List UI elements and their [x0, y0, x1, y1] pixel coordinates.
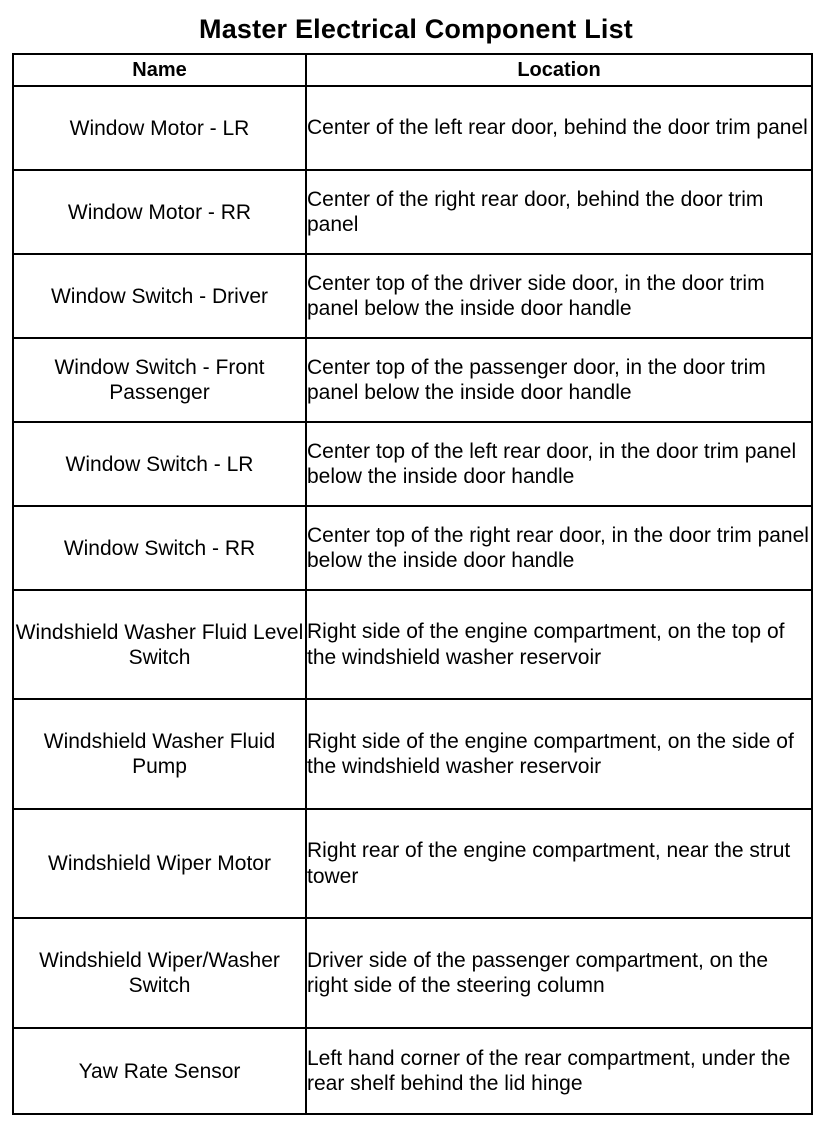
component-name: Window Switch - LR — [13, 422, 306, 506]
component-name: Yaw Rate Sensor — [13, 1028, 306, 1114]
table-row — [13, 338, 812, 422]
component-location: Center of the left rear door, behind the door trim panel — [306, 86, 812, 170]
column-header-location: Location — [306, 54, 812, 86]
component-name: Windshield Wiper/Washer Switch — [13, 918, 306, 1028]
table-row — [13, 170, 812, 254]
component-location: Center top of the right rear door, in the door trim panel below the inside door handle — [306, 506, 812, 590]
component-location: Center top of the driver side door, in the door trim panel below the inside door handle — [306, 254, 812, 338]
component-location: Left hand corner of the rear compartment, under the rear shelf behind the lid hinge — [306, 1028, 812, 1114]
table-header-row — [13, 54, 812, 86]
component-location: Center top of the left rear door, in the door trim panel below the inside door handle — [306, 422, 812, 506]
table-row — [13, 254, 812, 338]
component-location: Right side of the engine compartment, on the top of the windshield washer reservoir — [306, 590, 812, 699]
component-name: Window Motor - LR — [13, 86, 306, 170]
component-location: Right side of the engine compartment, on the side of the windshield washer reservoir — [306, 699, 812, 809]
component-name: Window Switch - RR — [13, 506, 306, 590]
component-location: Center of the right rear door, behind the door trim panel — [306, 170, 812, 254]
table-row — [13, 699, 812, 809]
component-location: Driver side of the passenger compartment, on the right side of the steering column — [306, 918, 812, 1028]
table-row — [13, 809, 812, 918]
table-row — [13, 1028, 812, 1114]
table-row — [13, 86, 812, 170]
component-name: Windshield Wiper Motor — [13, 809, 306, 918]
page-title: Master Electrical Component List — [199, 14, 633, 44]
component-name: Window Switch - Front Passenger — [13, 338, 306, 422]
table-row — [13, 918, 812, 1028]
component-location: Center top of the passenger door, in the door trim panel below the inside door handle — [306, 338, 812, 422]
component-name: Window Motor - RR — [13, 170, 306, 254]
component-location: Right rear of the engine compartment, near the strut tower — [306, 809, 812, 918]
table-row — [13, 590, 812, 699]
column-header-name: Name — [13, 54, 306, 86]
component-name: Windshield Washer Fluid Level Switch — [13, 590, 306, 699]
component-name: Windshield Washer Fluid Pump — [13, 699, 306, 809]
table-row — [13, 506, 812, 590]
table-row — [13, 422, 812, 506]
component-name: Window Switch - Driver — [13, 254, 306, 338]
component-table — [12, 53, 813, 1115]
